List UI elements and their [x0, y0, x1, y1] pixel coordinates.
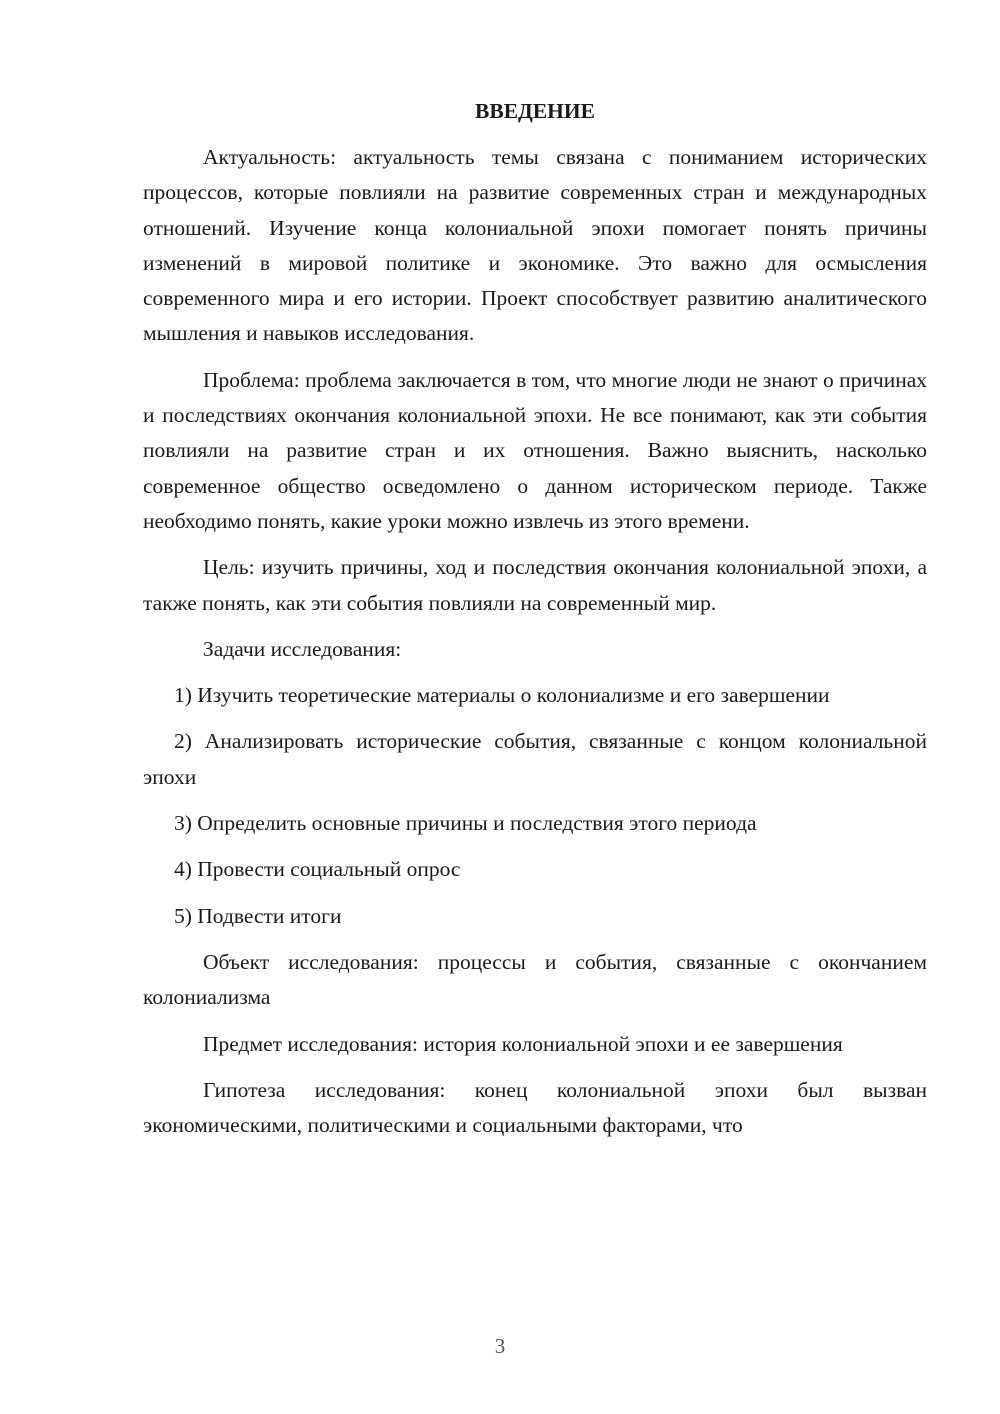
task-item-2: 2) Анализировать исторические события, связанные с концом колониальной эпохи	[143, 729, 927, 789]
relevance-paragraph: Актуальность: актуальность темы связана с пониманием исторических процессов, которые повлияли на развитие современных стран и международных отношений. Изучение конца колониальной эпохи помогает понять причины изменений в мировой политике и экономике. Это важно для осмысления современного мира и его истории. Проект способствует развитию аналитического мышления и навыков исследования.	[143, 145, 927, 346]
task-item-5: 5) Подвести итоги	[174, 903, 342, 928]
section-heading: ВВЕДЕНИЕ	[475, 99, 595, 123]
task-item-4: 4) Провести социальный опрос	[174, 857, 461, 882]
problem-paragraph: Проблема: проблема заключается в том, что многие люди не знают о причинах и последствиях окончания колониальной эпохи. Не все понимают, как эти события повлияли на развитие стран и их отношения. Важно выяснить, насколько современное общество осведомлено о данном историческом периоде. Также необходимо понять, какие уроки можно извлечь из этого времени.	[143, 367, 927, 533]
goal-paragraph: Цель: изучить причины, ход и последствия окончания колониальной эпохи, а также понять, как эти события повлияли на современный мир.	[143, 555, 927, 615]
tasks-heading: Задачи исследования:	[203, 636, 402, 661]
hypothesis-paragraph: Гипотеза исследования: конец колониальной эпохи был вызван экономическими, политическими и социальными факторами, что	[143, 1077, 927, 1138]
task-item-3: 3) Определить основные причины и последствия этого периода	[174, 811, 757, 836]
task-item-1: 1) Изучить теоретические материалы о колониализме и его завершении	[174, 683, 830, 708]
page-number: 3	[494, 1334, 506, 1358]
subject-paragraph: Предмет исследования: история колониальной эпохи и ее завершения	[203, 1031, 843, 1056]
page-body	[143, 96, 927, 1154]
object-paragraph: Объект исследования: процессы и события, связанные с окончанием колониализма	[143, 949, 927, 1010]
